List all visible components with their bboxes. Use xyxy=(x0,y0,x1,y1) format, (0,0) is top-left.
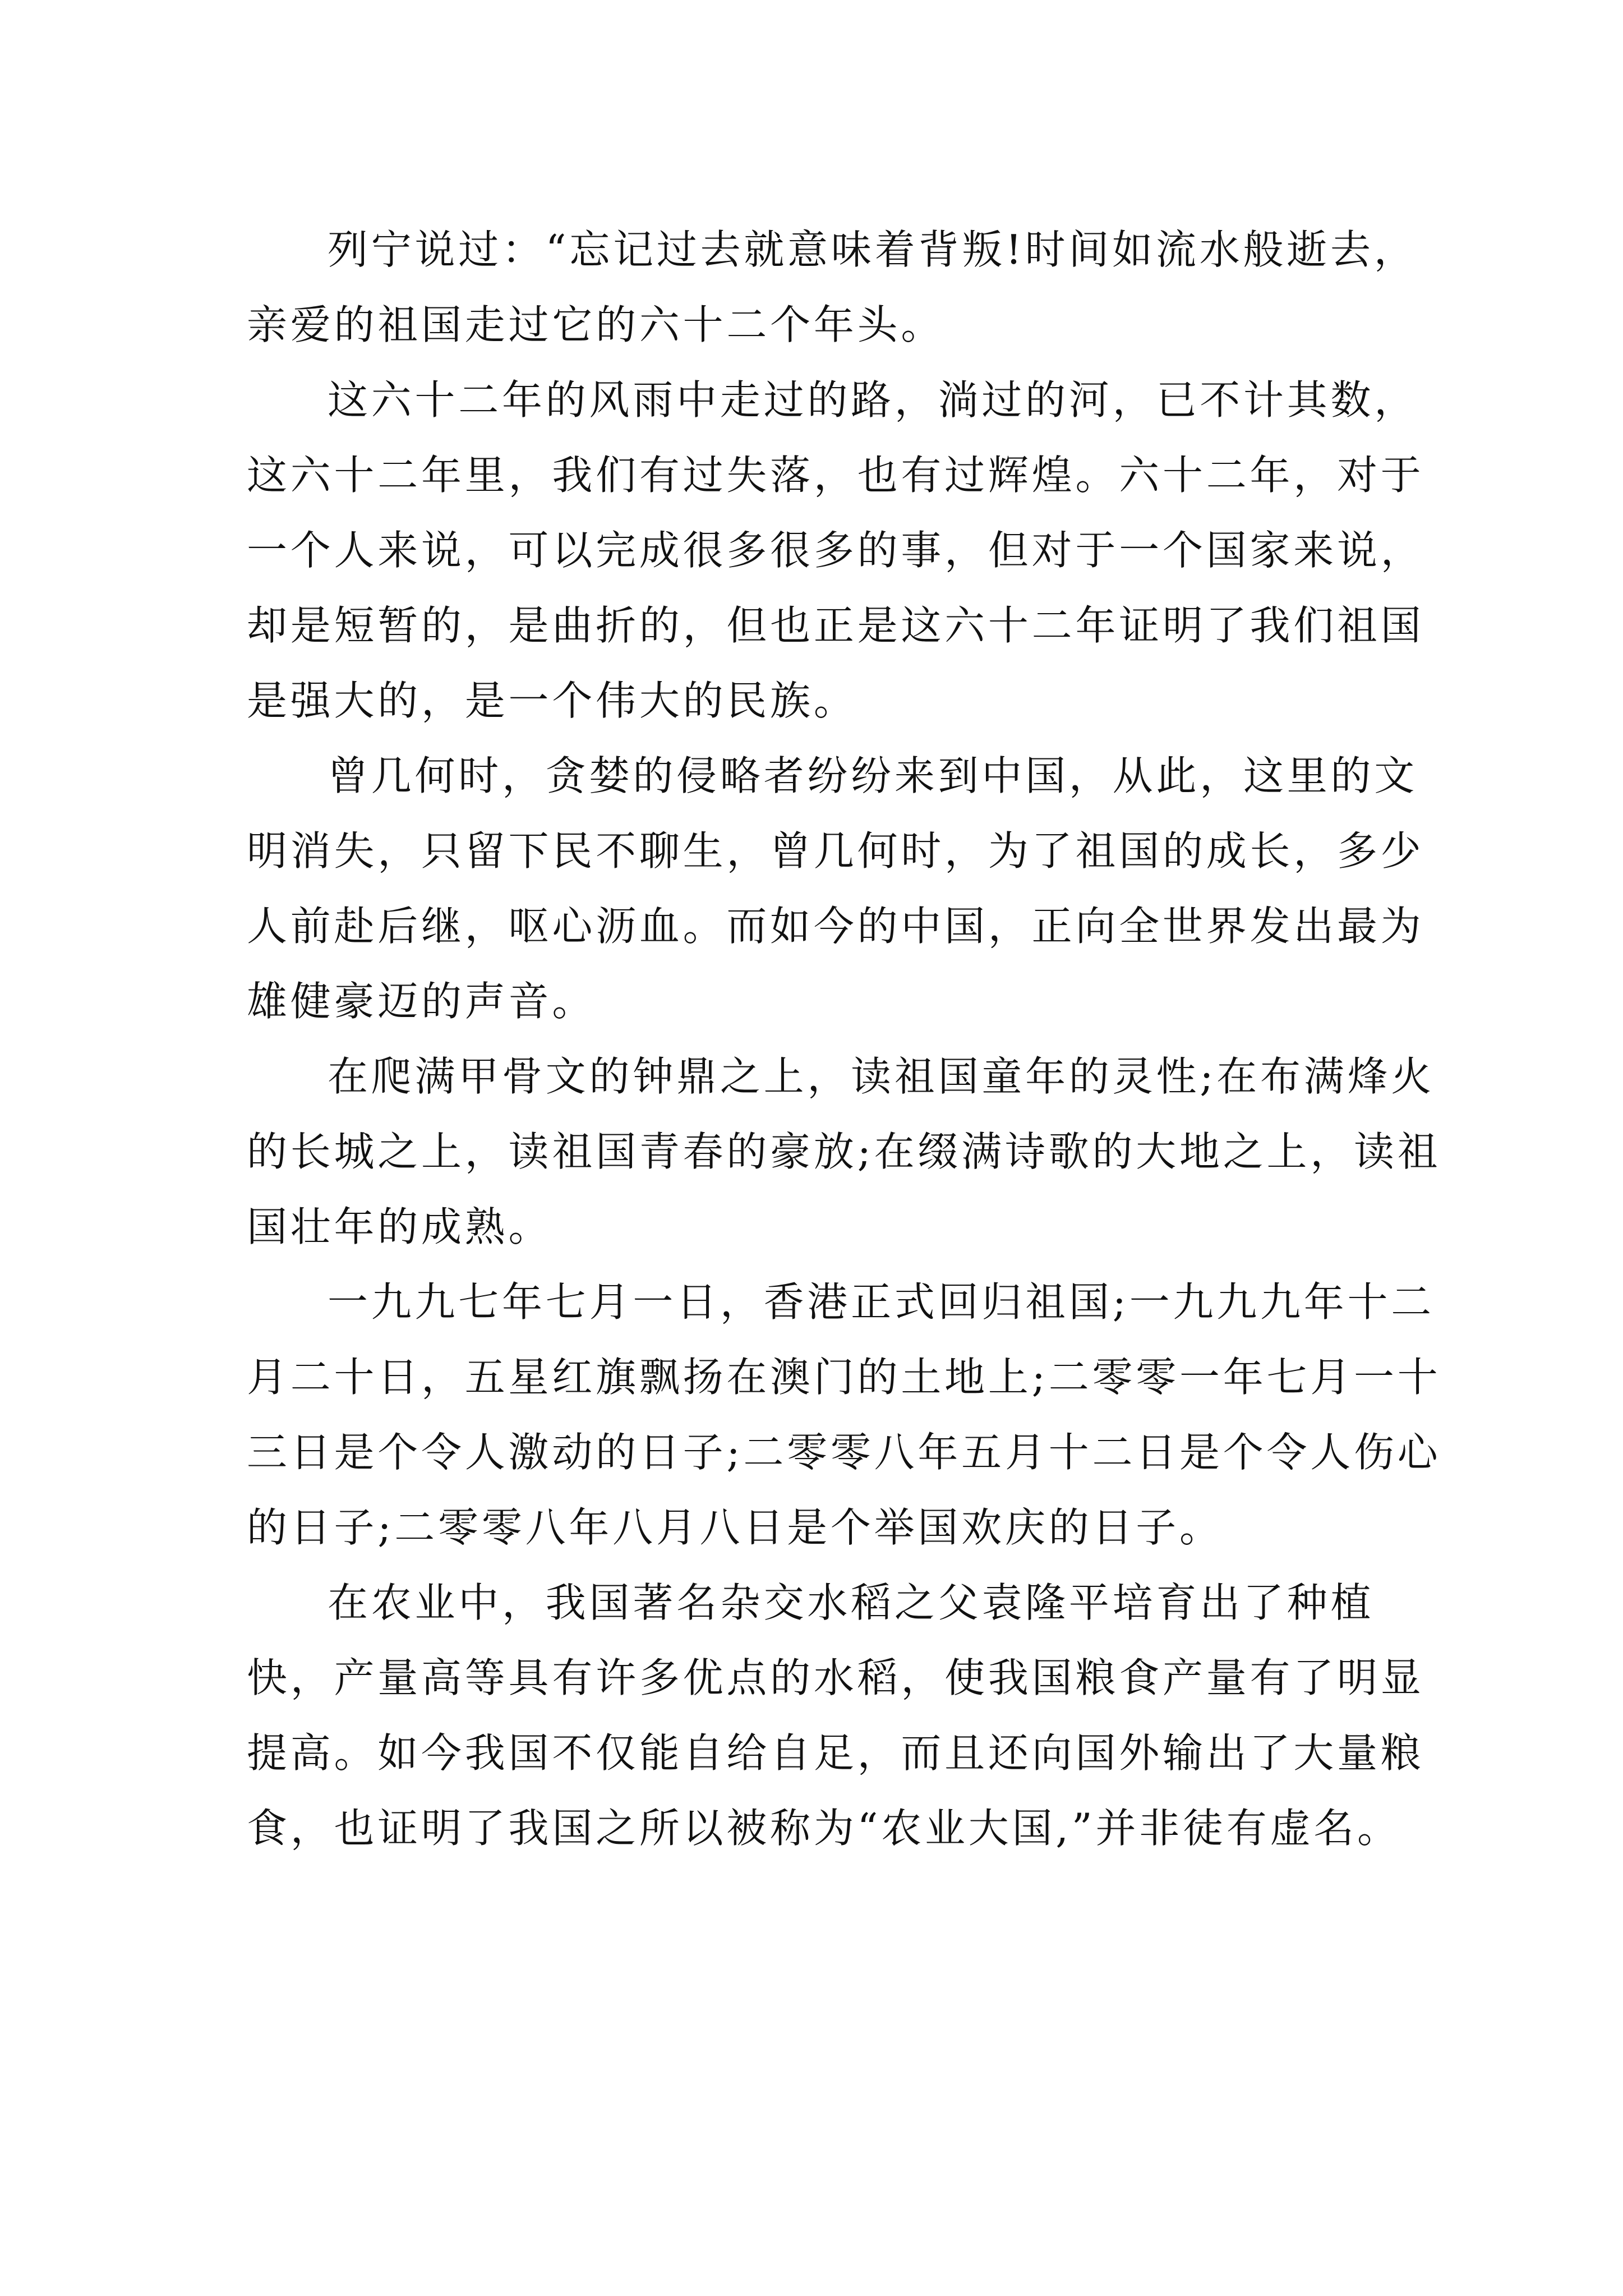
paragraph-2: 这六十二年的风雨中走过的路，淌过的河，已不计其数，这六十二年里，我们有过失落，也有过辉煌。六十二年，对于一个人来说，可以完成很多很多的事，但对于一个国家来说，却是短暂的，是曲折的，但也正是这六十二年证明了我们祖国是强大的，是一个伟大的民族。 xyxy=(247,376,1424,724)
paragraph-3: 曾几何时，贪婪的侵略者纷纷来到中国，从此，这里的文明消失，只留下民不聊生，曾几何时，为了祖国的成长，多少人前赴后继，呕心沥血。而如今的中国，正向全世界发出最为雄健豪迈的声音。 xyxy=(247,752,1424,1025)
document-body xyxy=(247,212,1447,1866)
paragraph-6: 在农业中，我国著名杂交水稻之父袁隆平培育出了种植快，产量高等具有许多优点的水稻，使我国粮食产量有了明显提高。如今我国不仅能自给自足，而且还向国外输出了大量粮食，也证明了我国之所以被称为“农业大国,”并非徒有虚名。 xyxy=(247,1579,1424,1852)
paragraph-1: 列宁说过：“忘记过去就意味着背叛!时间如流水般逝去，亲爱的祖国走过它的六十二个年头。 xyxy=(247,226,1418,348)
paragraph-4: 在爬满甲骨文的钟鼎之上，读祖国童年的灵性;在布满烽火的长城之上，读祖国青春的豪放;在缀满诗歌的大地之上，读祖国壮年的成熟。 xyxy=(247,1053,1441,1250)
paragraph-5: 一九九七年七月一日，香港正式回归祖国;一九九九年十二月二十日，五星红旗飘扬在澳门的土地上;二零零一年七月一十三日是个令人激动的日子;二零零八年五月十二日是个令人伤心的日子;二零零八年八月八日是个举国欢庆的日子。 xyxy=(247,1278,1441,1551)
